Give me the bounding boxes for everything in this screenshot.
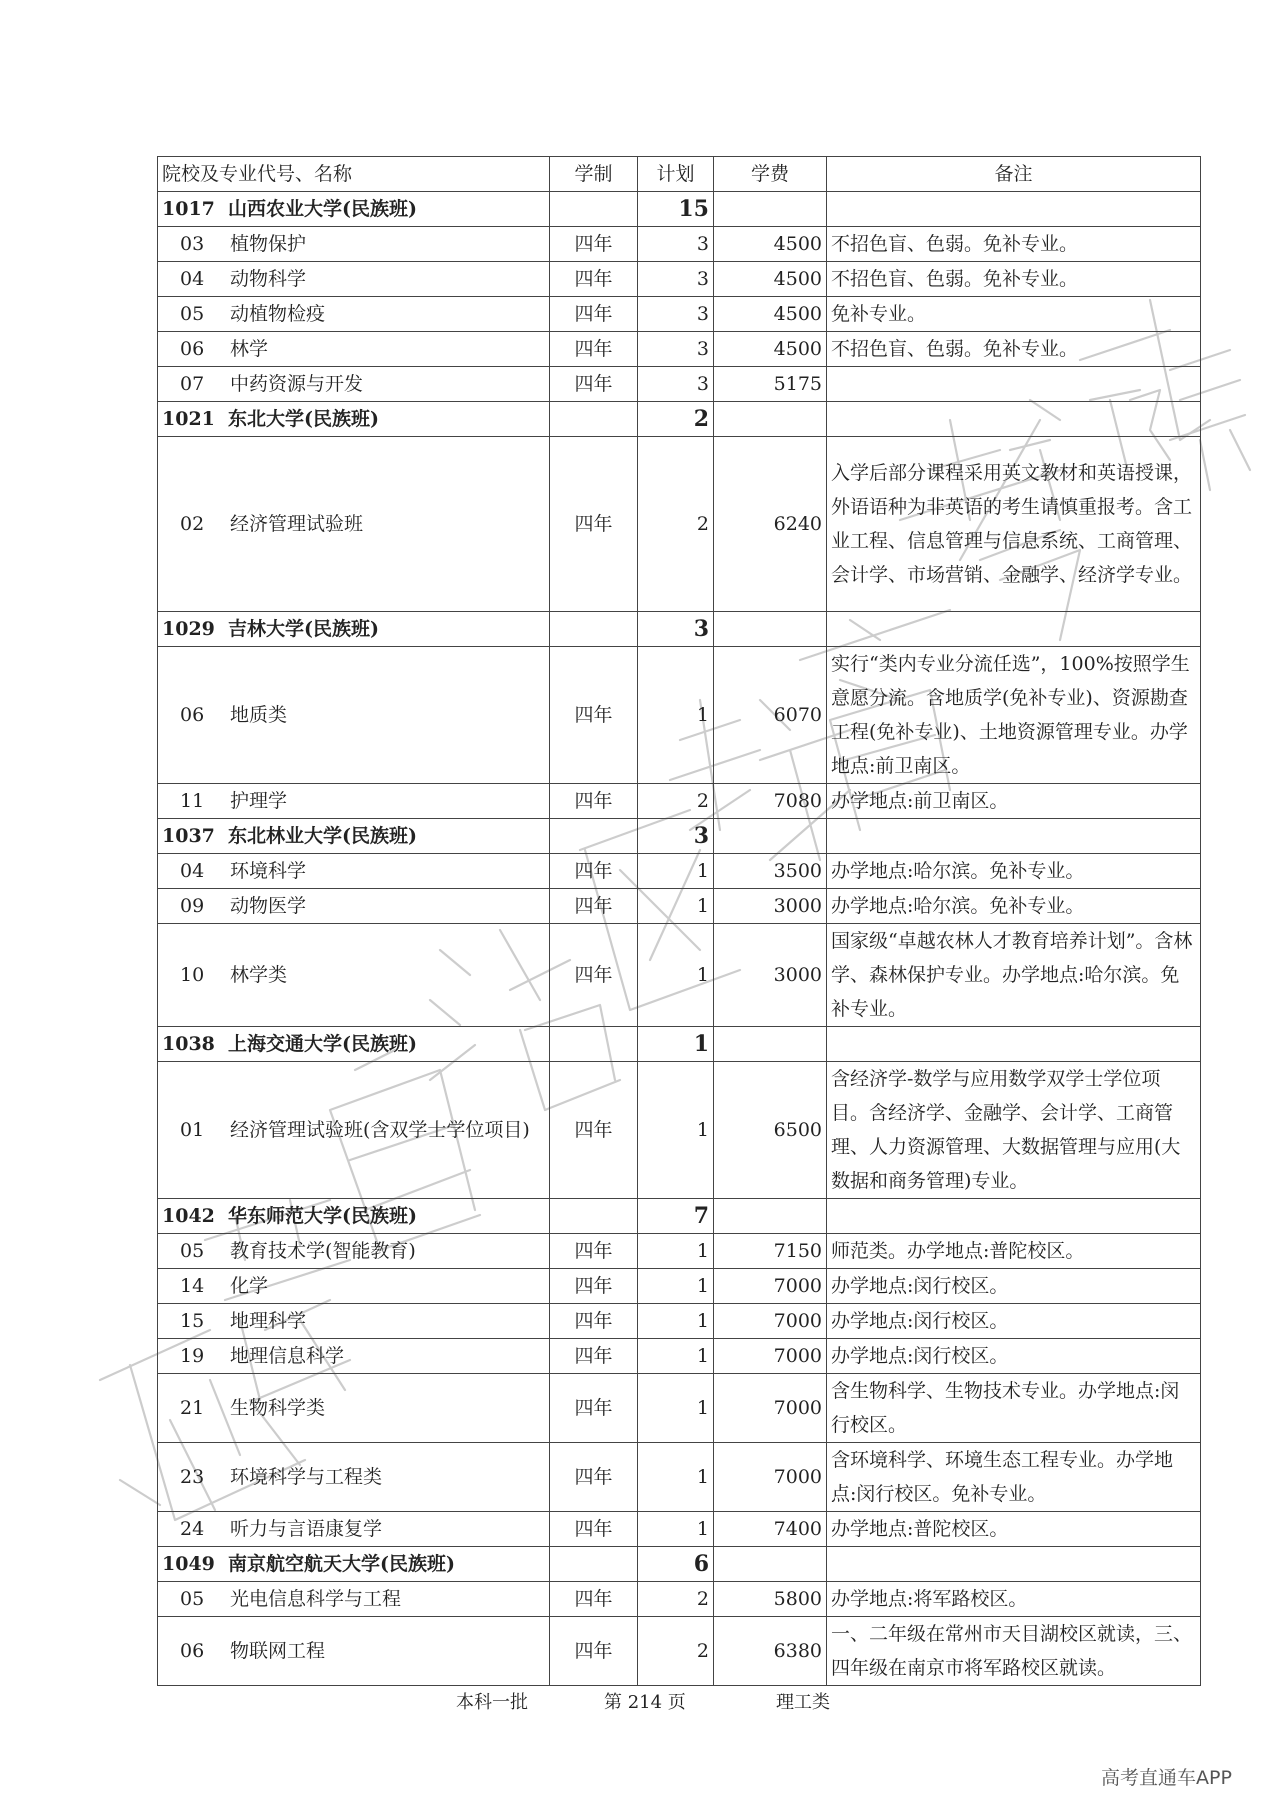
major-duration: 四年	[550, 1374, 638, 1443]
major-duration: 四年	[550, 1339, 638, 1374]
major-plan: 1	[638, 924, 714, 1027]
header-duration: 学制	[550, 157, 638, 192]
school-name: 东北大学(民族班)	[228, 408, 379, 430]
major-code: 05	[180, 303, 205, 325]
major-name: 物联网工程	[230, 1640, 326, 1662]
school-note-cell	[827, 819, 1201, 854]
major-note: 办学地点:闵行校区。	[827, 1339, 1201, 1374]
major-plan: 1	[638, 854, 714, 889]
school-name: 东北林业大学(民族班)	[228, 825, 417, 847]
major-plan: 2	[638, 437, 714, 612]
major-code: 21	[180, 1397, 205, 1419]
major-row	[158, 1234, 1201, 1269]
major-name: 中药资源与开发	[230, 373, 364, 395]
major-row	[158, 854, 1201, 889]
major-name: 经济管理试验班	[230, 513, 364, 535]
major-fee: 7400	[714, 1512, 827, 1547]
major-note: 办学地点:前卫南区。	[827, 784, 1201, 819]
school-plan: 3	[638, 612, 714, 647]
major-plan: 2	[638, 1617, 714, 1686]
major-row	[158, 1582, 1201, 1617]
header-name: 院校及专业代号、名称	[158, 157, 550, 192]
school-note-cell	[827, 612, 1201, 647]
school-name: 华东师范大学(民族班)	[228, 1205, 417, 1227]
major-duration: 四年	[550, 854, 638, 889]
major-note: 含经济学-数学与应用数学双学士学位项目。含经济学、金融学、会计学、工商管理、人力资源管理、大数据管理与应用(大数据和商务管理)专业。	[827, 1062, 1201, 1199]
major-name: 环境科学	[230, 860, 307, 882]
school-code: 1029	[162, 618, 215, 640]
major-name: 动物医学	[230, 895, 307, 917]
school-code: 1038	[162, 1033, 215, 1055]
major-plan: 1	[638, 1443, 714, 1512]
major-row	[158, 924, 1201, 1027]
major-row	[158, 1617, 1201, 1686]
major-code: 05	[180, 1240, 205, 1262]
major-name: 经济管理试验班(含双学士学位项目)	[230, 1119, 530, 1141]
major-code: 02	[180, 513, 205, 535]
major-duration: 四年	[550, 647, 638, 784]
school-duration-cell	[550, 1027, 638, 1062]
major-row	[158, 367, 1201, 402]
major-duration: 四年	[550, 784, 638, 819]
major-duration: 四年	[550, 1582, 638, 1617]
header-plan: 计划	[638, 157, 714, 192]
major-name: 光电信息科学与工程	[230, 1588, 402, 1610]
major-duration: 四年	[550, 1269, 638, 1304]
school-fee-cell	[714, 612, 827, 647]
major-row	[158, 1443, 1201, 1512]
major-fee: 7150	[714, 1234, 827, 1269]
major-fee: 7000	[714, 1443, 827, 1512]
major-code: 06	[180, 338, 205, 360]
major-duration: 四年	[550, 332, 638, 367]
major-plan: 1	[638, 889, 714, 924]
major-code: 05	[180, 1588, 205, 1610]
major-code: 09	[180, 895, 205, 917]
major-fee: 7080	[714, 784, 827, 819]
major-code: 06	[180, 1640, 205, 1662]
school-note-cell	[827, 402, 1201, 437]
major-plan: 2	[638, 1582, 714, 1617]
school-fee-cell	[714, 402, 827, 437]
major-plan: 3	[638, 367, 714, 402]
major-name: 地理科学	[230, 1310, 307, 1332]
school-plan: 2	[638, 402, 714, 437]
major-duration: 四年	[550, 227, 638, 262]
major-code: 24	[180, 1518, 205, 1540]
major-note	[827, 367, 1201, 402]
major-plan: 1	[638, 1512, 714, 1547]
major-fee: 6500	[714, 1062, 827, 1199]
school-code: 1037	[162, 825, 215, 847]
major-row	[158, 784, 1201, 819]
major-note: 一、二年级在常州市天目湖校区就读，三、四年级在南京市将军路校区就读。	[827, 1617, 1201, 1686]
footer-batch: 本科一批	[456, 1692, 528, 1713]
major-note: 免补专业。	[827, 297, 1201, 332]
major-name: 化学	[230, 1275, 269, 1297]
school-name: 上海交通大学(民族班)	[228, 1033, 417, 1055]
school-fee-cell	[714, 192, 827, 227]
major-fee: 7000	[714, 1374, 827, 1443]
school-plan: 1	[638, 1027, 714, 1062]
major-row	[158, 1304, 1201, 1339]
major-row	[158, 647, 1201, 784]
major-row	[158, 1269, 1201, 1304]
major-note: 国家级“卓越农林人才教育培养计划”。含林学、森林保护专业。办学地点:哈尔滨。免补专业。	[827, 924, 1201, 1027]
major-row	[158, 437, 1201, 612]
major-code: 01	[180, 1119, 205, 1141]
header-note: 备注	[827, 157, 1201, 192]
major-row	[158, 889, 1201, 924]
school-duration-cell	[550, 402, 638, 437]
major-code: 04	[180, 860, 205, 882]
school-duration-cell	[550, 819, 638, 854]
major-duration: 四年	[550, 437, 638, 612]
school-plan: 7	[638, 1199, 714, 1234]
major-name: 林学类	[230, 964, 288, 986]
major-fee: 3000	[714, 889, 827, 924]
major-row	[158, 1062, 1201, 1199]
major-code: 15	[180, 1310, 205, 1332]
school-name: 吉林大学(民族班)	[228, 618, 379, 640]
major-duration: 四年	[550, 1234, 638, 1269]
major-fee: 7000	[714, 1304, 827, 1339]
school-fee-cell	[714, 1547, 827, 1582]
school-name: 山西农业大学(民族班)	[228, 198, 417, 220]
major-fee: 6070	[714, 647, 827, 784]
major-fee: 3500	[714, 854, 827, 889]
app-watermark-label: 高考直通车APP	[1101, 1767, 1232, 1789]
major-code: 19	[180, 1345, 205, 1367]
school-code: 1042	[162, 1205, 215, 1227]
school-plan: 3	[638, 819, 714, 854]
major-row	[158, 1374, 1201, 1443]
major-code: 14	[180, 1275, 205, 1297]
major-fee: 5175	[714, 367, 827, 402]
table-body	[158, 192, 1201, 1686]
school-plan: 6	[638, 1547, 714, 1582]
major-row	[158, 332, 1201, 367]
major-note: 不招色盲、色弱。免补专业。	[827, 262, 1201, 297]
major-note: 办学地点:闵行校区。	[827, 1304, 1201, 1339]
school-note-cell	[827, 1199, 1201, 1234]
school-note-cell	[827, 1027, 1201, 1062]
major-name: 听力与言语康复学	[230, 1518, 383, 1540]
major-code: 07	[180, 373, 205, 395]
school-code: 1021	[162, 408, 215, 430]
major-duration: 四年	[550, 889, 638, 924]
major-duration: 四年	[550, 367, 638, 402]
major-name: 教育技术学(智能教育)	[230, 1240, 416, 1262]
major-code: 10	[180, 964, 205, 986]
major-note: 办学地点:哈尔滨。免补专业。	[827, 854, 1201, 889]
major-plan: 1	[638, 1339, 714, 1374]
header-fee: 学费	[714, 157, 827, 192]
school-note-cell	[827, 1547, 1201, 1582]
school-fee-cell	[714, 1027, 827, 1062]
major-note: 入学后部分课程采用英文教材和英语授课，外语语种为非英语的考生请慎重报考。含工业工程、信息管理与信息系统、工商管理、会计学、市场营销、金融学、经济学专业。	[827, 437, 1201, 612]
major-duration: 四年	[550, 1304, 638, 1339]
major-name: 动物科学	[230, 268, 307, 290]
major-code: 04	[180, 268, 205, 290]
major-name: 地质类	[230, 704, 288, 726]
major-code: 11	[180, 790, 205, 812]
major-plan: 1	[638, 1234, 714, 1269]
major-row	[158, 1339, 1201, 1374]
major-note: 办学地点:将军路校区。	[827, 1582, 1201, 1617]
major-note: 不招色盲、色弱。免补专业。	[827, 227, 1201, 262]
major-name: 护理学	[230, 790, 288, 812]
major-note: 办学地点:哈尔滨。免补专业。	[827, 889, 1201, 924]
school-duration-cell	[550, 1199, 638, 1234]
school-row	[158, 612, 1201, 647]
school-name: 南京航空航天大学(民族班)	[228, 1553, 455, 1575]
major-fee: 3000	[714, 924, 827, 1027]
major-duration: 四年	[550, 1617, 638, 1686]
school-fee-cell	[714, 819, 827, 854]
major-plan: 1	[638, 1374, 714, 1443]
school-row	[158, 819, 1201, 854]
major-plan: 3	[638, 297, 714, 332]
major-note: 含生物科学、生物技术专业。办学地点:闵行校区。	[827, 1374, 1201, 1443]
major-fee: 6380	[714, 1617, 827, 1686]
major-name: 地理信息科学	[230, 1345, 345, 1367]
major-duration: 四年	[550, 1062, 638, 1199]
major-fee: 4500	[714, 227, 827, 262]
school-row	[158, 192, 1201, 227]
major-note: 办学地点:普陀校区。	[827, 1512, 1201, 1547]
major-plan: 1	[638, 1062, 714, 1199]
major-note: 师范类。办学地点:普陀校区。	[827, 1234, 1201, 1269]
major-duration: 四年	[550, 297, 638, 332]
major-name: 林学	[230, 338, 269, 360]
school-code: 1049	[162, 1553, 215, 1575]
footer-page: 第 214 页	[604, 1692, 686, 1713]
major-fee: 7000	[714, 1339, 827, 1374]
major-code: 23	[180, 1466, 205, 1488]
major-name: 动植物检疫	[230, 303, 326, 325]
major-note: 含环境科学、环境生态工程专业。办学地点:闵行校区。免补专业。	[827, 1443, 1201, 1512]
major-name: 环境科学与工程类	[230, 1466, 383, 1488]
school-plan: 15	[638, 192, 714, 227]
major-note: 办学地点:闵行校区。	[827, 1269, 1201, 1304]
school-note-cell	[827, 192, 1201, 227]
school-fee-cell	[714, 1199, 827, 1234]
school-duration-cell	[550, 192, 638, 227]
major-code: 06	[180, 704, 205, 726]
major-note: 不招色盲、色弱。免补专业。	[827, 332, 1201, 367]
major-row	[158, 297, 1201, 332]
major-plan: 1	[638, 647, 714, 784]
major-duration: 四年	[550, 1512, 638, 1547]
major-duration: 四年	[550, 262, 638, 297]
major-name: 植物保护	[230, 233, 307, 255]
major-plan: 2	[638, 784, 714, 819]
major-plan: 3	[638, 262, 714, 297]
major-plan: 1	[638, 1269, 714, 1304]
major-fee: 4500	[714, 262, 827, 297]
major-row	[158, 262, 1201, 297]
major-duration: 四年	[550, 1443, 638, 1512]
major-duration: 四年	[550, 924, 638, 1027]
school-duration-cell	[550, 612, 638, 647]
major-note: 实行“类内专业分流任选”，100%按照学生意愿分流。含地质学(免补专业)、资源勘查工程(免补专业)、土地资源管理专业。办学地点:前卫南区。	[827, 647, 1201, 784]
major-name: 生物科学类	[230, 1397, 326, 1419]
major-fee: 7000	[714, 1269, 827, 1304]
school-row	[158, 1027, 1201, 1062]
major-row	[158, 227, 1201, 262]
major-fee: 6240	[714, 437, 827, 612]
admission-plan-table	[157, 156, 1201, 1686]
footer-category: 理工类	[776, 1692, 830, 1713]
major-row	[158, 1512, 1201, 1547]
major-fee: 4500	[714, 332, 827, 367]
major-plan: 1	[638, 1304, 714, 1339]
header-row	[158, 157, 1201, 192]
major-code: 03	[180, 233, 205, 255]
school-duration-cell	[550, 1547, 638, 1582]
school-row	[158, 1547, 1201, 1582]
school-row	[158, 402, 1201, 437]
major-plan: 3	[638, 227, 714, 262]
major-fee: 5800	[714, 1582, 827, 1617]
major-plan: 3	[638, 332, 714, 367]
major-fee: 4500	[714, 297, 827, 332]
school-code: 1017	[162, 198, 215, 220]
school-row	[158, 1199, 1201, 1234]
